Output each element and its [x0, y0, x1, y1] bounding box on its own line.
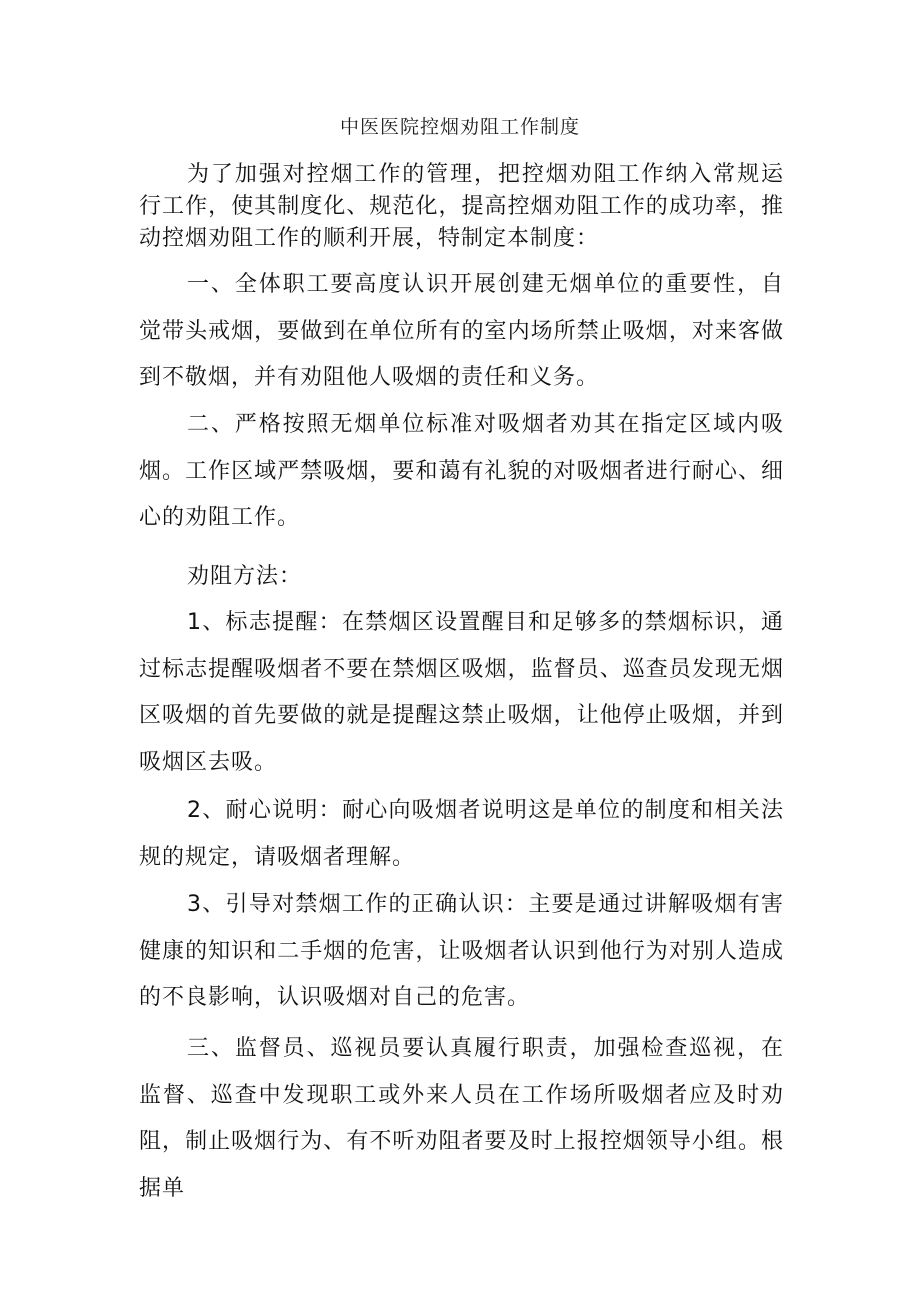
paragraph-2: 二、严格按照无烟单位标准对吸烟者劝其在指定区域内吸烟。工作区域严禁吸烟，要和蔼有礼貌的对吸烟者进行耐心、细心的劝阻工作。 [139, 412, 784, 530]
paragraph-method-2: 2、耐心说明：耐心向吸烟者说明这是单位的制度和相关法规的规定，请吸烟者理解。 [139, 798, 784, 870]
document-title: 中医医院控烟劝阻工作制度 [339, 116, 580, 138]
paragraph-method-1: 1、标志提醒：在禁烟区设置醒目和足够多的禁烟标识，通过标志提醒吸烟者不要在禁烟区吸烟，监督员、巡查员发现无烟区吸烟的首先要做的就是提醒这禁止吸烟，让他停止吸烟，并到吸烟区去吸。 [139, 610, 784, 775]
paragraph-3: 三、监督员、巡视员要认真履行职责，加强检查巡视，在监督、巡查中发现职工或外来人员在工作场所吸烟者应及时劝阻，制止吸烟行为、有不听劝阻者要及时上报控烟领导小组。根据单 [139, 1036, 784, 1201]
paragraph-method-3: 3、引导对禁烟工作的正确认识：主要是通过讲解吸烟有害健康的知识和二手烟的危害，让吸烟者认识到他行为对别人造成的不良影响，认识吸烟对自己的危害。 [139, 892, 784, 1010]
paragraph-methods-heading: 劝阻方法： [187, 564, 303, 589]
intro-paragraph: 为了加强对控烟工作的管理，把控烟劝阻工作纳入常规运行工作，使其制度化、规范化，提高控烟劝阻工作的成功率，推动控烟劝阻工作的顺利开展，特制定本制度： [139, 162, 784, 251]
paragraph-1: 一、全体职工要高度认识开展创建无烟单位的重要性，自觉带头戒烟，要做到在单位所有的室内场所禁止吸烟，对来客做到不敬烟，并有劝阻他人吸烟的责任和义务。 [139, 272, 784, 390]
